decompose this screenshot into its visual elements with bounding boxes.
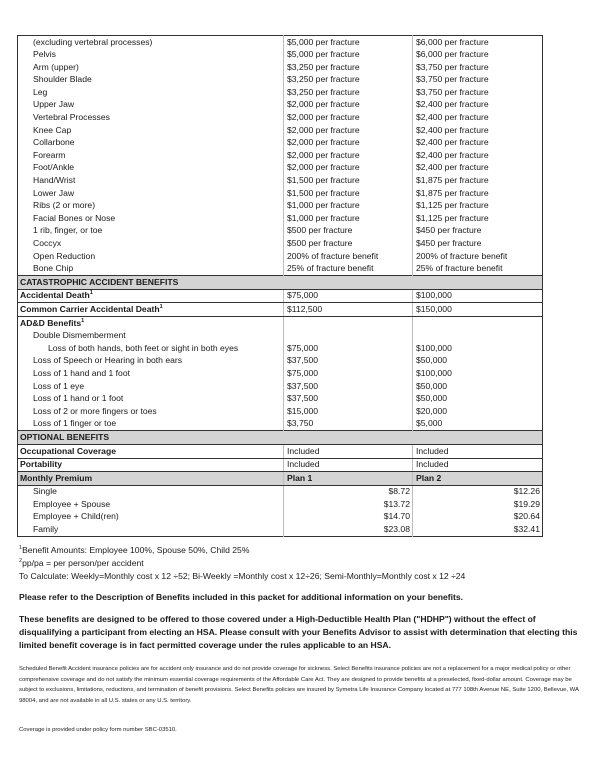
adnd-header: AD&D Benefits	[20, 317, 82, 328]
fracture-plan2: $2,400 per fracture	[413, 162, 543, 175]
fracture-row	[18, 238, 543, 251]
adnd-loss-plan1: $37,500	[284, 355, 413, 368]
fracture-row	[18, 225, 543, 238]
catastrophic-header-row	[18, 276, 543, 290]
fracture-plan2: 200% of fracture benefit	[413, 250, 543, 263]
fracture-label: Coccyx	[33, 238, 62, 248]
adnd-loss-label: Loss of 1 hand or 1 foot	[33, 393, 124, 404]
accidental-death-label: Accidental Death	[20, 290, 90, 301]
fracture-plan1: $2,000 per fracture	[284, 162, 413, 175]
fracture-label: Lower Jaw	[33, 187, 75, 198]
fracture-label: Facial Bones or Nose	[33, 212, 116, 223]
benefits-table	[17, 35, 543, 537]
premium-plan2: $19.29	[413, 498, 543, 511]
premium-row	[18, 485, 543, 498]
adnd-loss-label: Loss of Speech or Hearing in both ears	[33, 355, 183, 366]
fracture-row	[18, 36, 543, 49]
fracture-plan2: $2,400 per fracture	[413, 112, 543, 125]
adnd-loss-plan2: $50,000	[413, 355, 543, 368]
premium-header: Monthly Premium	[18, 472, 284, 486]
optional-header: OPTIONAL BENEFITS	[18, 431, 543, 445]
fracture-label: Hand/Wrist	[33, 175, 76, 186]
premium-plan2: $12.26	[413, 485, 543, 498]
fracture-label: Shoulder Blade	[33, 74, 92, 85]
fracture-row	[18, 99, 543, 112]
common-carrier-label: Common Carrier Accidental Death	[20, 303, 160, 314]
refer-note: Please refer to the Description of Benefits included in this packet for additional information on your benefits.	[19, 592, 464, 602]
adnd-loss-plan2: $50,000	[413, 393, 543, 406]
fracture-plan2: $3,750 per fracture	[413, 86, 543, 99]
fracture-row	[18, 250, 543, 263]
premium-label: Family	[33, 524, 59, 535]
fracture-row	[18, 112, 543, 125]
adnd-loss-plan2: $5,000	[413, 418, 543, 431]
fracture-plan1: $2,000 per fracture	[284, 149, 413, 162]
adnd-rows	[18, 342, 543, 431]
portability-row	[18, 458, 543, 472]
adnd-loss-row	[18, 405, 543, 418]
portability-plan1: Included	[284, 458, 413, 472]
footnote-2: $^2$pp/pa = per person/per accident	[19, 558, 144, 568]
premium-row	[18, 498, 543, 511]
adnd-loss-label: Loss of 2 or more fingers or toes	[33, 405, 157, 416]
premium-header-row	[18, 472, 543, 486]
policy-form-note: Coverage is provided under policy form number SBC-03510.	[19, 727, 177, 733]
adnd-loss-row	[18, 393, 543, 406]
fracture-plan1: $500 per fracture	[284, 225, 413, 238]
fracture-plan2: $450 per fracture	[413, 225, 543, 238]
occupational-plan1: Included	[284, 445, 413, 459]
adnd-loss-label: Loss of both hands, both feet or sight in both eyes	[48, 342, 239, 353]
premium-label: Employee + Spouse	[33, 498, 111, 509]
fracture-row	[18, 124, 543, 137]
fracture-label: Leg	[33, 86, 48, 97]
common-carrier-row: Common Carrier Accidental Death$^1$ $112,500 $150,000	[18, 303, 543, 317]
premium-plan1: $13.72	[284, 498, 413, 511]
fracture-plan2: 25% of fracture benefit	[413, 263, 543, 276]
fracture-row	[18, 61, 543, 74]
fracture-row	[18, 175, 543, 188]
common-carrier-plan2: $150,000	[413, 303, 543, 317]
fracture-plan1: 200% of fracture benefit	[284, 250, 413, 263]
optional-header-row	[18, 431, 543, 445]
fracture-label: Arm (upper)	[33, 61, 79, 72]
plan2-header: Plan 2	[413, 472, 543, 486]
adnd-loss-plan1: $3,750	[284, 418, 413, 431]
accidental-death-plan2: $100,000	[413, 289, 543, 303]
fracture-plan1: $2,000 per fracture	[284, 137, 413, 150]
fracture-row	[18, 149, 543, 162]
fracture-plan1: $3,250 per fracture	[284, 61, 413, 74]
fracture-plan2: $2,400 per fracture	[413, 137, 543, 150]
fracture-row	[18, 187, 543, 200]
fracture-plan2: $3,750 per fracture	[413, 61, 543, 74]
adnd-loss-label: Loss of 1 hand and 1 foot	[33, 367, 130, 378]
premium-label: Employee + Child(ren)	[33, 511, 119, 522]
fracture-row	[18, 49, 543, 62]
fracture-plan2: $6,000 per fracture	[413, 36, 543, 49]
fracture-plan2: $3,750 per fracture	[413, 74, 543, 87]
fracture-row	[18, 263, 543, 276]
fracture-plan2: $6,000 per fracture	[413, 49, 543, 62]
benefits-page	[17, 35, 542, 537]
fracture-plan1: $3,250 per fracture	[284, 74, 413, 87]
adnd-loss-plan2: $100,000	[413, 367, 543, 380]
adnd-loss-plan1: $37,500	[284, 393, 413, 406]
premium-plan2: $20.64	[413, 511, 543, 524]
adnd-loss-plan1: $75,000	[284, 342, 413, 355]
adnd-loss-row	[18, 367, 543, 380]
adnd-loss-label: Loss of 1 eye	[33, 380, 85, 391]
fracture-plan2: $2,400 per fracture	[413, 149, 543, 162]
occupational-row	[18, 445, 543, 459]
fracture-label: Ribs (2 or more)	[33, 200, 96, 211]
fracture-label: Collarbone	[33, 137, 75, 148]
fracture-plan1: $2,000 per fracture	[284, 124, 413, 137]
adnd-loss-label: Loss of 1 finger or toe	[33, 418, 117, 429]
hsa-note: These benefits are designed to be offered to those covered under a High-Deductible Health Plan ("HDHP") without the effect of disqualifying a participant from electing an HSA. Please consult with your Benefits Advisor to assist with determination that electing this limited benefit coverage is in fact permitted coverage under the rules applicable to an HSA.	[19, 614, 578, 650]
adnd-loss-plan2: $50,000	[413, 380, 543, 393]
calculation-note: To Calculate: Weekly=Monthly cost x 12 ÷52; Bi-Weekly =Monthly cost x 12÷26; Semi-Monthly=Monthly cost x 12 ÷24	[19, 571, 466, 581]
fracture-rows	[18, 36, 543, 276]
fracture-label: Pelvis	[33, 49, 56, 60]
fracture-label: Upper Jaw	[33, 99, 75, 110]
adnd-loss-plan1: $75,000	[284, 367, 413, 380]
legal-disclaimer: Scheduled Benefit Accident insurance policies are for accident only insurance and do not provide coverage for sickness. Select Benefits insurance policies are not a replacement for a major medical policy or other comprehensive coverage and do not satisfy the minimum essential coverage requirements of the Affordable Care Act. They are designed to provide benefits at a preselected, fixed-dollar amount. Coverage may be subject to exclusions, limitations, reductions, and termination of benefit provisions. Select Benefits policies are insured by Symetra Life Insurance Company located at 777 108th Avenue NE, Suite 1200, Bellevue, WA 98004, and are not available in all U.S. states or any U.S. territory.	[19, 666, 579, 704]
plan1-header: Plan 1	[284, 472, 413, 486]
fracture-row	[18, 74, 543, 87]
footnote-1: $^1$Benefit Amounts: Employee 100%, Spouse 50%, Child 25%	[19, 545, 250, 555]
fracture-label: Bone Chip	[33, 263, 74, 274]
fracture-plan1: $5,000 per fracture	[284, 49, 413, 62]
fracture-plan2: $1,875 per fracture	[413, 175, 543, 188]
fracture-label: Open Reduction	[33, 250, 96, 261]
fracture-plan2: $1,125 per fracture	[413, 200, 543, 213]
fracture-label: Foot/Ankle	[33, 162, 75, 173]
fracture-plan1: $2,000 per fracture	[284, 99, 413, 112]
fracture-row	[18, 86, 543, 99]
fracture-label: Vertebral Processes	[33, 112, 110, 123]
fracture-plan2: $1,875 per fracture	[413, 187, 543, 200]
premium-plan1: $14.70	[284, 511, 413, 524]
fracture-plan1: $5,000 per fracture	[284, 36, 413, 49]
fracture-plan1: 25% of fracture benefit	[284, 263, 413, 276]
fracture-plan1: $500 per fracture	[284, 238, 413, 251]
premium-label: Single	[33, 486, 57, 497]
fracture-label: Knee Cap	[33, 124, 72, 135]
adnd-loss-row	[18, 342, 543, 355]
premium-plan2: $32.41	[413, 524, 543, 537]
fracture-plan1: $1,000 per fracture	[284, 212, 413, 225]
fracture-plan1: $2,000 per fracture	[284, 112, 413, 125]
fracture-plan2: $450 per fracture	[413, 238, 543, 251]
fracture-row	[18, 212, 543, 225]
adnd-loss-plan1: $37,500	[284, 380, 413, 393]
fracture-label: (excluding vertebral processes)	[33, 36, 153, 47]
fracture-row	[18, 200, 543, 213]
fracture-row	[18, 162, 543, 175]
accidental-death-plan1: $75,000	[284, 289, 413, 303]
adnd-header-row: AD&D Benefits$^1$	[18, 317, 543, 330]
accidental-death-row: Accidental Death$^1$ $75,000 $100,000	[18, 289, 543, 303]
catastrophic-header: CATASTROPHIC ACCIDENT BENEFITS	[18, 276, 543, 290]
adnd-loss-row	[18, 418, 543, 431]
adnd-loss-row	[18, 380, 543, 393]
occupational-plan2: Included	[413, 445, 543, 459]
fracture-plan1: $1,500 per fracture	[284, 187, 413, 200]
footnotes	[19, 544, 589, 583]
fracture-label: 1 rib, finger, or toe	[33, 225, 103, 236]
adnd-loss-plan2: $100,000	[413, 342, 543, 355]
occupational-label: Occupational Coverage	[18, 445, 284, 459]
adnd-loss-plan1: $15,000	[284, 405, 413, 418]
fracture-label: Forearm	[33, 149, 66, 160]
fracture-plan1: $3,250 per fracture	[284, 86, 413, 99]
premium-plan1: $23.08	[284, 524, 413, 537]
fracture-plan1: $1,500 per fracture	[284, 175, 413, 188]
double-dismemberment-label: Double Dismemberment	[33, 330, 126, 341]
fracture-plan1: $1,000 per fracture	[284, 200, 413, 213]
fracture-plan2: $2,400 per fracture	[413, 99, 543, 112]
premium-plan1: $8.72	[284, 485, 413, 498]
adnd-loss-row	[18, 355, 543, 368]
fracture-row	[18, 137, 543, 150]
fracture-plan2: $2,400 per fracture	[413, 124, 543, 137]
fracture-plan2: $1,125 per fracture	[413, 212, 543, 225]
premium-row	[18, 524, 543, 537]
premium-row	[18, 511, 543, 524]
common-carrier-plan1: $112,500	[284, 303, 413, 317]
adnd-loss-plan2: $20,000	[413, 405, 543, 418]
premium-rows	[18, 485, 543, 536]
portability-label: Portability	[18, 458, 284, 472]
double-dismemberment-row	[18, 330, 543, 343]
portability-plan2: Included	[413, 458, 543, 472]
